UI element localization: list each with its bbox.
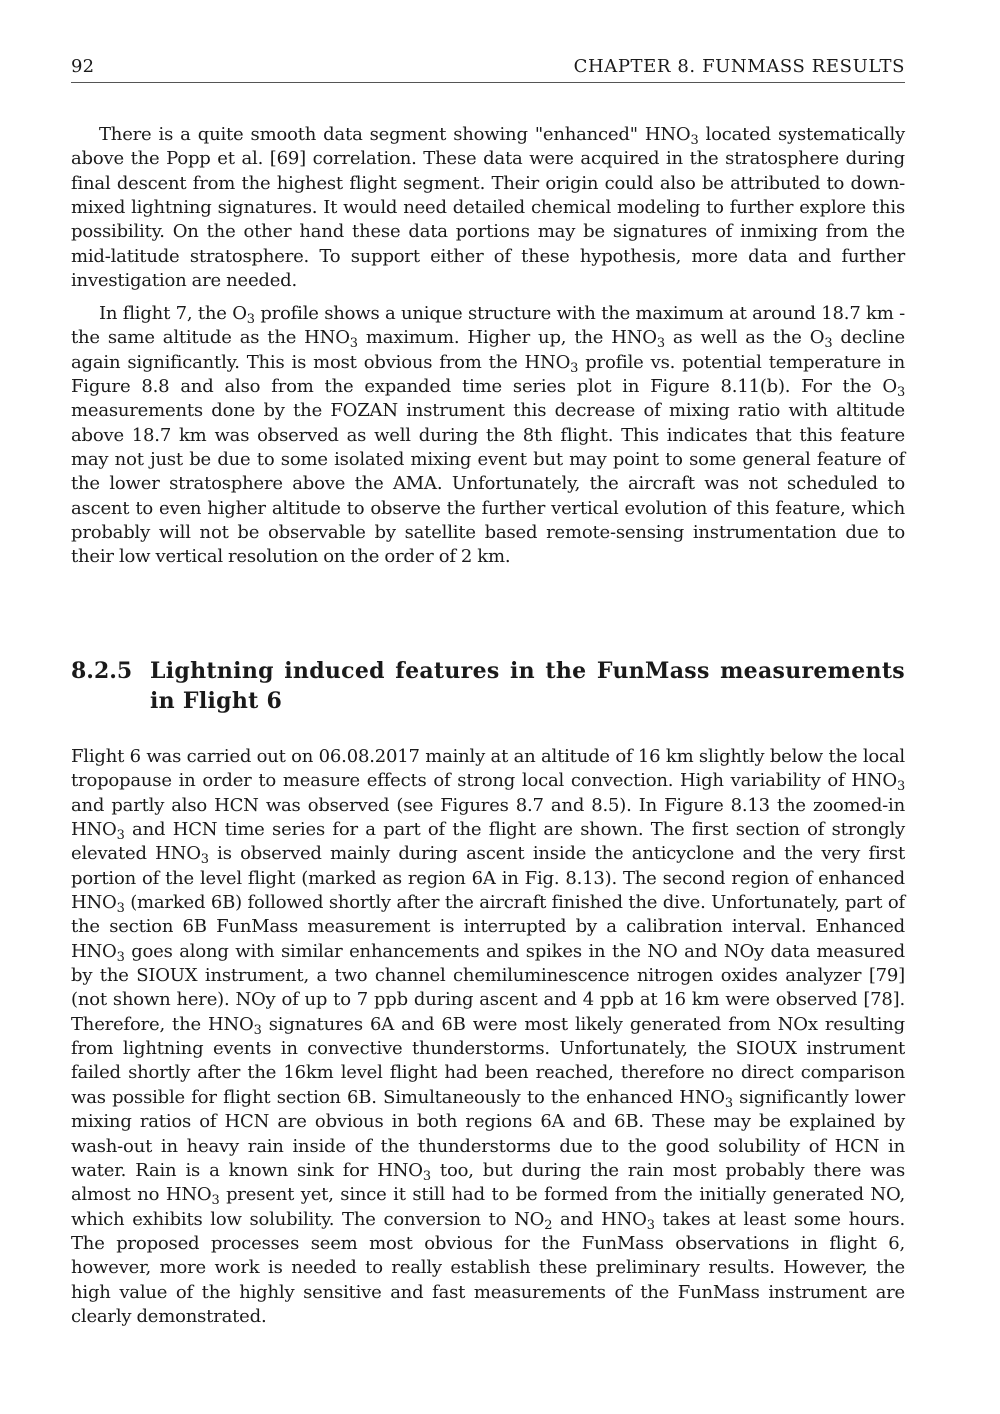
section-title: Lightning induced features in the FunMass measurements in Flight 6 (150, 658, 905, 714)
section-heading (71, 656, 905, 716)
chapter-title: CHAPTER 8. FUNMASS RESULTS (573, 56, 905, 77)
page-number: 92 (71, 56, 95, 77)
paragraph: There is a quite smooth data segment showing "enhanced" $HNO_3$ located systematically above the Popp et al. [69] correlation. These data were acquired in the stratosphere during final descent from the highest flight segment. Their origin could also be attributed to down-mixed lightning signatures. It would need detailed chemical modeling to further explore this possibility. On the other hand these data portions may be signatures of inmixing from the mid-latitude stratosphere. To support either of these hypothesis, more data and further investigation are needed. (71, 124, 905, 292)
running-header (71, 56, 905, 83)
document-page (71, 0, 905, 1414)
paragraph: In flight 7, the $O_3$ profile shows a unique structure with the maximum at around 18.7 km - the same altitude as the $HNO_3$ maximum. Higher up, the $HNO_3$ as well as the $O_3$ decline again significantly. This is most obvious from the $HNO_3$ profile vs. potential temperature in Figure 8.8 and also from the expanded time series plot in Figure 8.11(b). For the $O_3$ measurements done by the FOZAN instrument this decrease of mixing ratio with altitude above 18.7 km was observed as well during the 8th flight. This indicates that this feature may not just be due to some isolated mixing event but may point to some general feature of the lower stratosphere above the AMA. Unfortunately, the aircraft was not scheduled to ascent to even higher altitude to observe the further vertical evolution of this feature, which probably will not be observable by satellite based remote-sensing instrumentation due to their low vertical resolution on the order of 2 km. (71, 303, 906, 568)
paragraph: Flight 6 was carried out on 06.08.2017 mainly at an altitude of 16 km slightly below the local tropopause in order to measure effects of strong local convection. High variability of $HNO_3$ and partly also HCN was observed (see Figures 8.7 and 8.5). In Figure 8.13 the zoomed-in $HNO_3$ and HCN time series for a part of the flight are shown. The first section of strongly elevated $HNO_3$ is observed mainly during ascent inside the anticyclone and the very first portion of the level flight (marked as region 6A in Fig. 8.13). The second region of enhanced $HNO_3$ (marked 6B) followed shortly after the aircraft finished the dive. Unfortunately, part of the section 6B FunMass measurement is interrupted by a calibration interval. Enhanced $HNO_3$ goes along with similar enhancements and spikes in the NO and NOy data measured by the SIOUX instrument, a two channel chemiluminescence nitrogen oxides analyzer [79] (not shown here). NOy of up to 7 ppb during ascent and 4 ppb at 16 km were observed [78]. Therefore, the $HNO_3$ signatures 6A and 6B were most likely generated from NOx resulting from lightning events in convective thunderstorms. Unfortunately, the SIOUX instrument failed shortly after the 16km level flight had been reached, therefore no direct comparison was possible for flight section 6B. Simultaneously to the enhanced $HNO_3$ significantly lower mixing ratios of HCN are obvious in both regions 6A and 6B. These may be explained by wash-out in heavy rain inside of the thunderstorms due to the good solubility of HCN in water. Rain is a known sink for $HNO_3$ too, but during the rain most probably there was almost no $HNO_3$ present yet, since it still had to be formed from the initially generated NO, which exhibits low solubility. The conversion to $NO_2$ and $HNO_3$ takes at least some hours. The proposed processes seem most obvious for the FunMass observations in flight 6, however, more work is needed to really establish these preliminary results. However, the high value of the highly sensitive and fast measurements of the FunMass instrument are clearly demonstrated. (71, 746, 906, 1327)
section-number: 8.2.5 (71, 658, 133, 684)
